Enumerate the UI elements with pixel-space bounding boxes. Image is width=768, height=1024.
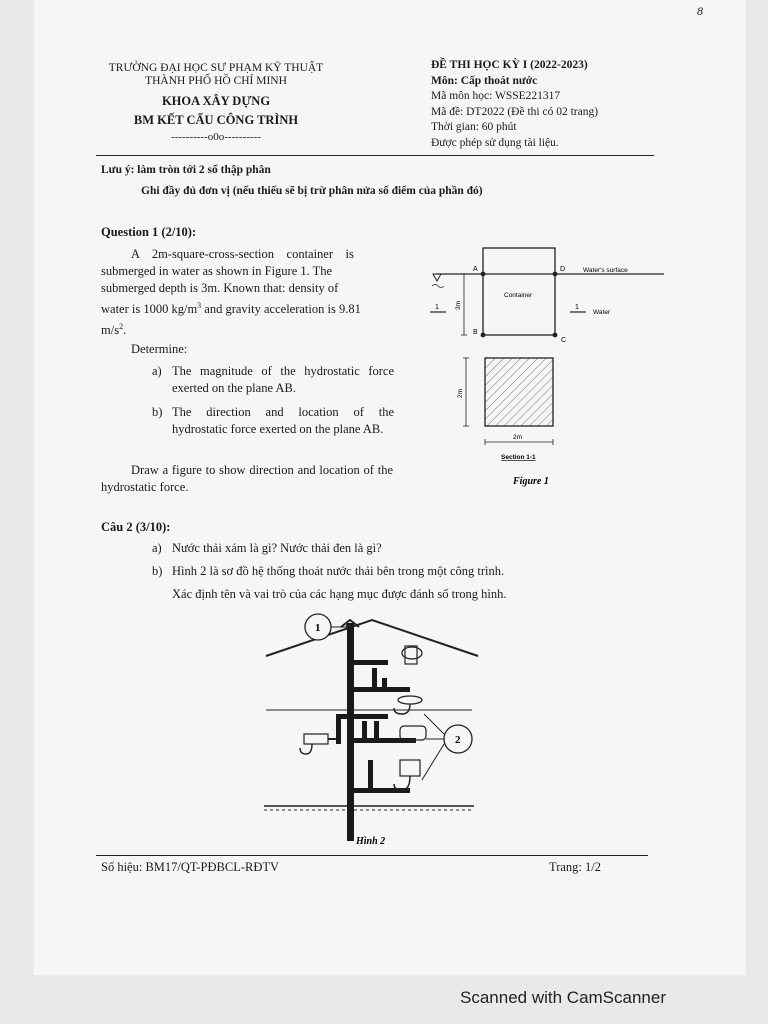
figure2-diagram <box>260 608 485 850</box>
point-d <box>553 272 558 277</box>
q1-line4: water is 1000 $kg/m^3$ and gravity acceleration is 9.81 <box>101 301 361 317</box>
university-line1: TRƯỜNG ĐẠI HỌC SƯ PHẠM KỸ THUẬT <box>108 62 324 74</box>
water-level-symbol <box>433 274 441 281</box>
q1-line2: submerged in water as shown in Figure 1. The <box>101 264 333 278</box>
urinal-fixture <box>400 726 426 740</box>
section-mark-right: 1 <box>575 304 579 311</box>
callout-1-label: 1 <box>315 622 321 634</box>
sink-fixture <box>398 696 422 704</box>
subject: Môn: Cấp thoát nước <box>431 74 538 87</box>
header-right <box>431 58 598 151</box>
callout-2-label: 2 <box>455 734 461 746</box>
label-d: D <box>560 266 566 273</box>
q1-item-b: b) The direction and location of the hydrostatic force exerted on the plane AB. <box>152 405 394 436</box>
camscanner-watermark: Scanned with CamScanner <box>460 988 667 1007</box>
figure1-diagram <box>420 238 670 498</box>
document-number: Số hiệu: BM17/QT-PĐBCL-RĐTV <box>101 860 280 874</box>
q1-line5: $m/s^2$. <box>101 322 127 338</box>
section-square <box>485 358 553 426</box>
label-b: B <box>473 329 478 336</box>
university-line2: THÀNH PHỐ HỒ CHÍ MINH <box>145 75 287 87</box>
subject-code: Mã môn học: WSSE221317 <box>431 90 561 102</box>
page-mark: 8 <box>697 4 703 18</box>
section-mark-left: 1 <box>435 304 439 311</box>
page-number: Trang: 1/2 <box>549 860 601 874</box>
figure2-caption: Hình 2 <box>356 836 386 847</box>
question1-title: Question 1 (2/10): <box>101 225 197 239</box>
section-title: Section 1-1 <box>501 454 536 461</box>
materials-note: Được phép sử dụng tài liệu. <box>431 136 559 149</box>
q2-item-b: b) Hình 2 là sơ đồ hệ thống thoát nước thải bên trong một công trình. <box>152 564 505 578</box>
exam-title: ĐỀ THI HỌC KỲ I (2022-2023) <box>431 59 588 71</box>
q1-line1: A 2m-square-cross-section container is <box>131 247 354 261</box>
point-a <box>481 272 486 277</box>
determine-label: Determine: <box>131 342 188 356</box>
washbasin-fixture <box>400 760 420 776</box>
point-b <box>481 333 486 338</box>
side-width-label: 2m <box>513 434 523 441</box>
side-height-label: 2m <box>457 388 464 398</box>
q1-line3: submerged depth is 3m. Known that: density of <box>101 281 339 295</box>
duration: Thời gian: 60 phút <box>431 121 517 133</box>
question2-title: Câu 2 (3/10): <box>101 520 171 534</box>
footer-rule <box>96 855 648 856</box>
kitchen-sink-fixture <box>304 734 328 744</box>
water-surface-label: Water's surface <box>583 267 628 274</box>
q2-item-b-cont: Xác định tên và vai trò của các hạng mục được đánh số trong hình. <box>172 587 507 601</box>
depth-label: 3m <box>455 300 462 310</box>
question1-body <box>101 246 393 339</box>
exam-code: Mã đề: DT2022 (Đề thi có 02 trang) <box>431 105 599 118</box>
point-c <box>553 333 558 338</box>
q1-closing: Draw a figure to show direction and location of the hydrostatic force. <box>101 463 393 494</box>
branch-pipe-1 <box>354 660 388 665</box>
header-rule <box>96 155 654 156</box>
water-label: Water <box>593 309 611 316</box>
label-c: C <box>561 337 567 344</box>
q2-item-a: a) Nước thải xám là gì? Nước thải đen là gì? <box>152 541 382 555</box>
figure1-caption: Figure 1 <box>513 476 549 487</box>
faculty-name: KHOA XÂY DỰNG <box>161 94 271 108</box>
roof-line <box>266 620 478 656</box>
q1-item-a: a) The magnitude of the hydrostatic force exerted on the plane AB. <box>152 364 394 395</box>
department-name: BM KẾT CẤU CÔNG TRÌNH <box>133 113 299 127</box>
label-a: A <box>473 266 478 273</box>
header-left <box>96 62 336 144</box>
note-rounding: Lưu ý: làm tròn tới 2 số thập phân <box>101 164 271 176</box>
note-units: Ghi đầy đủ đơn vị (nếu thiếu sẽ bị trừ phân nửa số điểm của phần đó) <box>141 185 483 197</box>
container-label: Container <box>504 292 533 299</box>
soil-vent-stack <box>347 623 354 841</box>
header-separator: ----------o0o---------- <box>171 131 261 143</box>
